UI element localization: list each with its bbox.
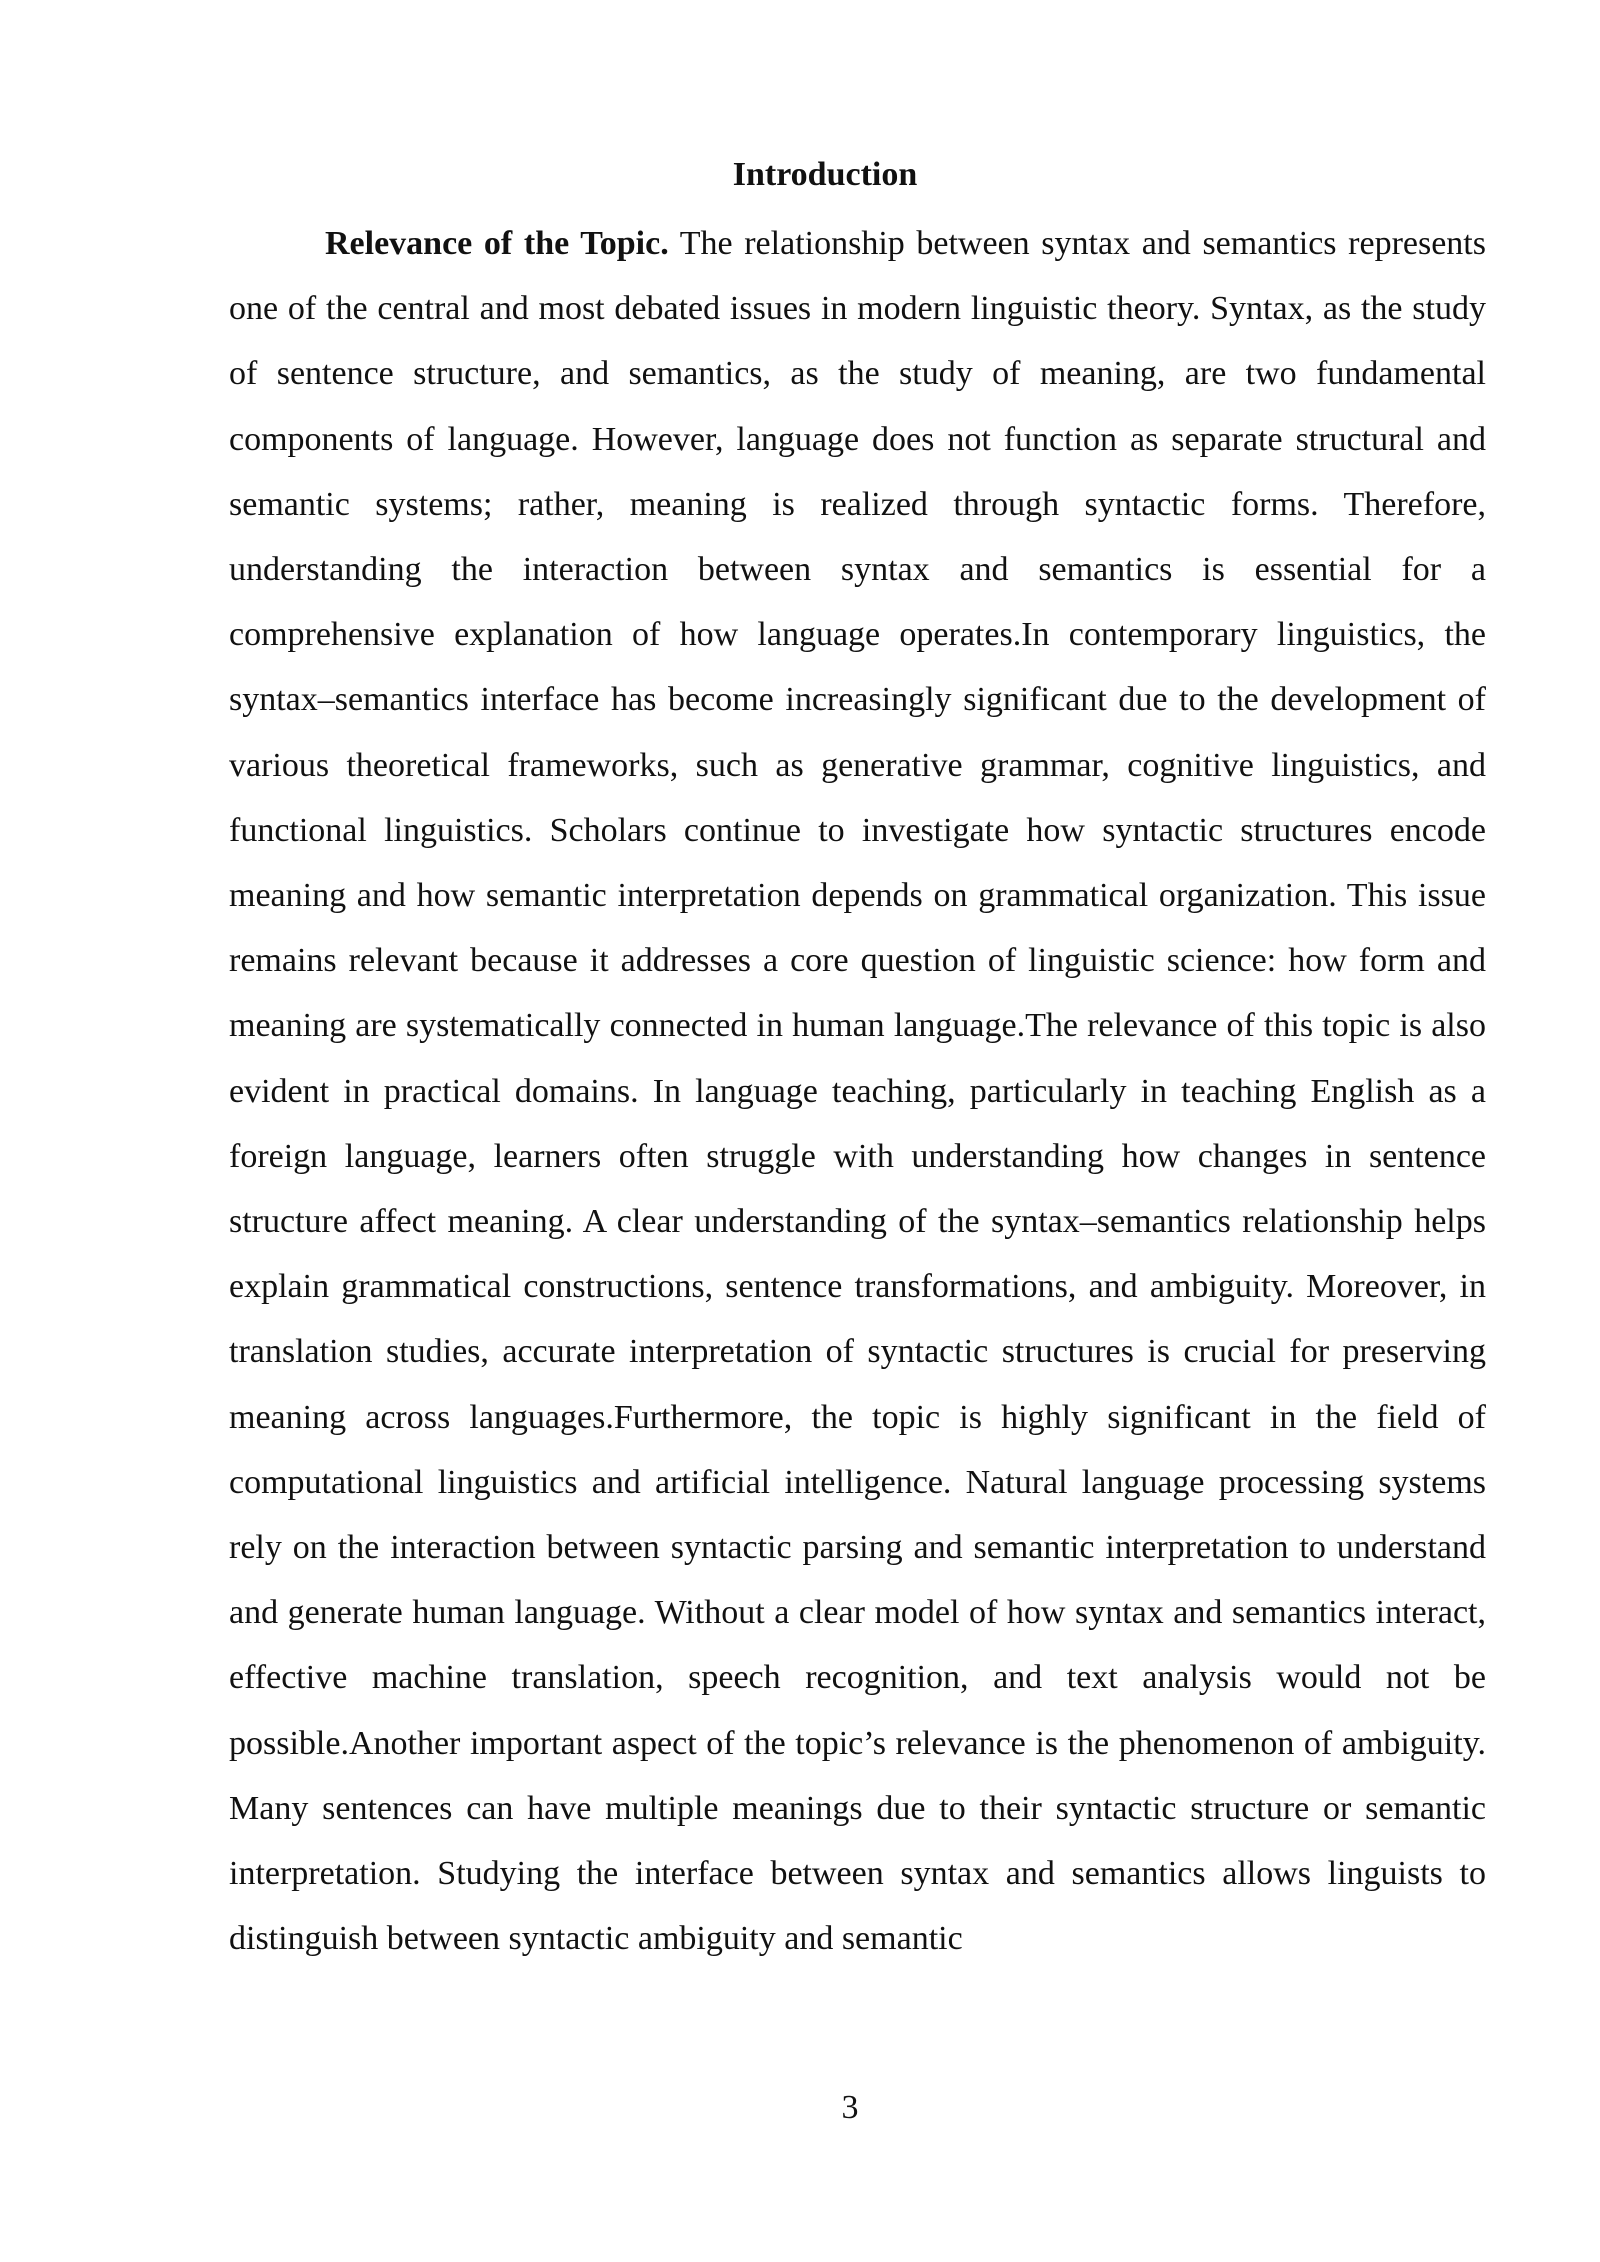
paragraph-run-in-title: Relevance of the Topic. <box>325 225 669 262</box>
paragraph-text: The relationship between syntax and semantics represents one of the central and most debated issues in modern linguistic theory. Syntax, as the study of sentence structure, and semantics, as the study of meaning, are two fundamental components of language. However, language does not function as separate structural and semantic systems; rather, meaning is realized through syntactic forms. Therefore, understanding the interaction between syntax and semantics is essential for a comprehensive explanation of how language operates.In contemporary linguistics, the syntax–semantics interface has become increasingly significant due to the development of various theoretical frameworks, such as generative grammar, cognitive linguistics, and functional linguistics. Scholars continue to investigate how syntactic structures encode meaning and how semantic interpretation depends on grammatical organization. This issue remains relevant because it addresses a core question of linguistic science: how form and meaning are systematically connected in human language.The relevance of this topic is also evident in practical domains. In language teaching, particularly in teaching English as a foreign language, learners often struggle with understanding how changes in sentence structure affect meaning. A clear understanding of the syntax–semantics relationship helps explain grammatical constructions, sentence transformations, and ambiguity. Moreover, in translation studies, accurate interpretation of syntactic structures is crucial for preserving meaning across languages.Furthermore, the topic is highly significant in the field of computational linguistics and artificial intelligence. Natural language processing systems rely on the interaction between syntactic parsing and semantic interpretation to understand and generate human language. Without a clear model of how syntax and semantics interact, effective machine translation, speech recognition, and text analysis would not be possible.Another important aspect of the topic’s relevance is the phenomenon of ambiguity. Many sentences can have multiple meanings due to their syntactic structure or semantic interpretation. Studying the interface between syntax and semantics allows linguists to distinguish between syntactic ambiguity and semantic <box>229 225 1486 1958</box>
body-paragraph <box>229 211 1486 1971</box>
page-number: 3 <box>841 2089 859 2126</box>
section-heading: Introduction <box>732 156 918 193</box>
